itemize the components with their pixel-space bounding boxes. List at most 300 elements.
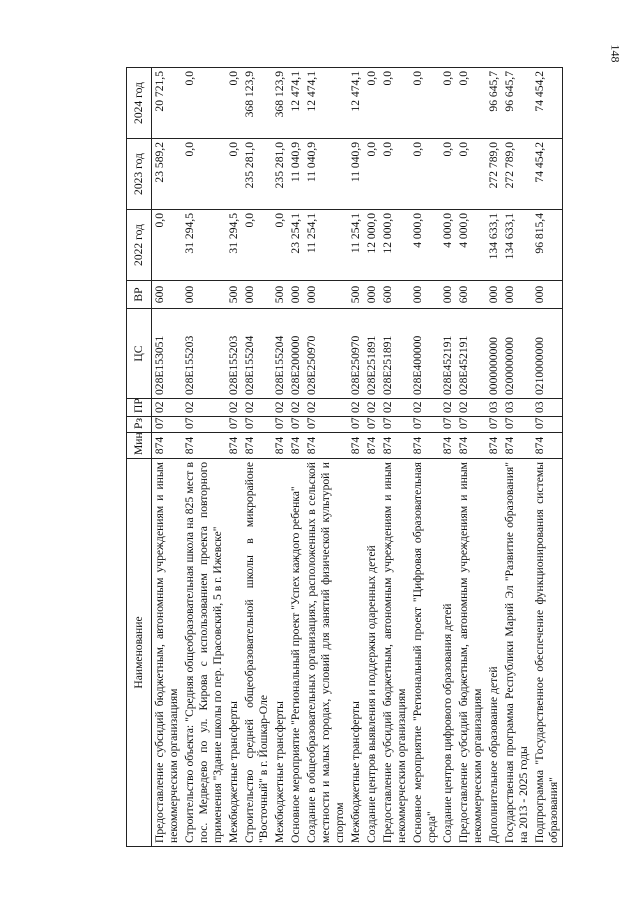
cell-2023 [486, 139, 502, 210]
cell-2022 [272, 210, 288, 281]
cell-min [272, 433, 288, 459]
cell-pr [410, 399, 440, 417]
cell-cs-value: 028E155203 [183, 335, 196, 395]
table-row [486, 68, 502, 847]
cell-2023-value: 0,0 [381, 142, 394, 157]
cell-min-value: 874 [533, 436, 546, 455]
cell-2024-value: 96 645,7 [487, 71, 500, 112]
cell-rz [440, 417, 456, 433]
rotated-table-area [126, 67, 626, 847]
cell-min-value: 874 [289, 436, 302, 455]
cell-2022 [410, 210, 440, 281]
cell-min-value: 874 [441, 436, 454, 455]
cell-name: Межбюджетные трансферты [272, 459, 288, 847]
cell-name: Основное мероприятие "Региональный проект "Успех каждого ребенка" [288, 459, 304, 847]
cell-name: Основное мероприятие "Региональный проект "Цифровая образовательная среда" [410, 459, 440, 847]
cell-2023 [532, 139, 563, 210]
cell-2023 [440, 139, 456, 210]
table-row [272, 68, 288, 847]
cell-vr-value: 600 [457, 285, 470, 304]
cell-min-value: 874 [381, 436, 394, 455]
cell-vr-value: 000 [441, 285, 454, 304]
table-row [532, 68, 563, 847]
header-2023: 2023 год [127, 139, 152, 210]
cell-2023-value: 235 281,0 [243, 142, 256, 189]
cell-min [364, 433, 380, 459]
cell-2023 [456, 139, 486, 210]
cell-cs [272, 309, 288, 399]
cell-2024 [272, 68, 288, 139]
cell-min-value: 874 [273, 436, 286, 455]
cell-vr-value: 000 [289, 285, 302, 304]
cell-pr-value: 02 [381, 401, 394, 413]
cell-2023 [304, 139, 348, 210]
cell-cs [380, 309, 410, 399]
cell-rz [364, 417, 380, 433]
cell-min [440, 433, 456, 459]
cell-cs [410, 309, 440, 399]
cell-vr-value: 000 [503, 285, 516, 304]
cell-rz [242, 417, 272, 433]
cell-rz [182, 417, 226, 433]
cell-min-value: 874 [227, 436, 240, 455]
cell-rz [272, 417, 288, 433]
cell-cs-value: 0200000000 [503, 337, 516, 395]
cell-pr-value: 02 [349, 401, 362, 413]
cell-min [152, 433, 183, 459]
cell-pr [532, 399, 563, 417]
cell-2022 [304, 210, 348, 281]
cell-2022-value: 0,0 [153, 213, 166, 228]
cell-min-value: 874 [183, 436, 196, 455]
cell-vr [242, 281, 272, 309]
cell-min [502, 433, 532, 459]
cell-2022-value: 134 633,1 [487, 213, 500, 260]
cell-2024 [288, 68, 304, 139]
cell-cs-value: 028E155204 [273, 335, 286, 395]
cell-min [380, 433, 410, 459]
cell-pr-value: 02 [305, 401, 318, 413]
cell-2022-value: 23 254,1 [289, 213, 302, 254]
cell-2024-value: 368 123,9 [243, 71, 256, 118]
cell-pr-value: 02 [365, 401, 378, 413]
header-rz: Рз [127, 417, 152, 433]
cell-vr [304, 281, 348, 309]
cell-vr-value: 000 [243, 285, 256, 304]
table-row [380, 68, 410, 847]
table-row [364, 68, 380, 847]
cell-name: Создание центров выявления и поддержки одаренных детей [364, 459, 380, 847]
cell-rz [410, 417, 440, 433]
cell-name: Создание в общеобразовательных организациях, расположенных в сельской местности и малых городах, условий для занятий физической культурой и спортом [304, 459, 348, 847]
table-row [242, 68, 272, 847]
cell-pr [348, 399, 364, 417]
cell-cs [242, 309, 272, 399]
cell-pr [364, 399, 380, 417]
cell-2022 [380, 210, 410, 281]
cell-rz [152, 417, 183, 433]
cell-cs-value: 028E251891 [381, 335, 394, 395]
cell-2024-value: 20 721,5 [153, 71, 166, 112]
cell-2022 [288, 210, 304, 281]
header-min: Мин [127, 433, 152, 459]
cell-min [242, 433, 272, 459]
cell-2023 [380, 139, 410, 210]
cell-2022 [242, 210, 272, 281]
table-row [456, 68, 486, 847]
cell-cs-value: 0000000000 [487, 337, 500, 395]
cell-2022-value: 12 000,0 [365, 213, 378, 254]
cell-cs [304, 309, 348, 399]
cell-rz-value: 07 [227, 417, 240, 429]
cell-min-value: 874 [305, 436, 318, 455]
cell-2024-value: 12 474,1 [305, 71, 318, 112]
cell-min-value: 874 [349, 436, 362, 455]
cell-min [304, 433, 348, 459]
table-row [440, 68, 456, 847]
cell-vr [486, 281, 502, 309]
table-row [288, 68, 304, 847]
cell-pr [288, 399, 304, 417]
cell-2024 [502, 68, 532, 139]
table-row [152, 68, 183, 847]
cell-2024 [410, 68, 440, 139]
cell-vr-value: 600 [381, 285, 394, 304]
cell-pr-value: 02 [273, 401, 286, 413]
cell-2024-value: 0,0 [227, 71, 240, 86]
cell-rz [502, 417, 532, 433]
cell-name: Предоставление субсидий бюджетным, автономным учреждениям и иным некоммерческим организациям [380, 459, 410, 847]
header-2024: 2024 год [127, 68, 152, 139]
cell-2023 [348, 139, 364, 210]
cell-pr-value: 02 [441, 401, 454, 413]
cell-min [226, 433, 242, 459]
cell-2023-value: 0,0 [227, 142, 240, 157]
table-row [226, 68, 242, 847]
cell-cs [288, 309, 304, 399]
cell-vr [440, 281, 456, 309]
cell-2023-value: 0,0 [411, 142, 424, 157]
cell-2022 [486, 210, 502, 281]
cell-name: Предоставление субсидий бюджетным, автономным учреждениям и иным некоммерческим организациям [456, 459, 486, 847]
cell-cs-value: 028E155203 [227, 335, 240, 395]
cell-pr [456, 399, 486, 417]
cell-pr-value: 02 [289, 401, 302, 413]
cell-2022-value: 96 815,4 [533, 213, 546, 254]
cell-2024 [440, 68, 456, 139]
cell-pr-value: 02 [227, 401, 240, 413]
cell-name: Подпрограмма "Государственное обеспечение функционирования системы образования" [532, 459, 563, 847]
cell-rz-value: 07 [457, 417, 470, 429]
cell-vr [226, 281, 242, 309]
header-vr: ВР [127, 281, 152, 309]
cell-2023-value: 0,0 [365, 142, 378, 157]
cell-2024 [242, 68, 272, 139]
cell-2023 [242, 139, 272, 210]
cell-2023-value: 23 589,2 [153, 142, 166, 183]
cell-2023-value: 0,0 [183, 142, 196, 157]
cell-2023-value: 235 281,0 [273, 142, 286, 189]
cell-name: Предоставление субсидий бюджетным, автономным учреждениям и иным некоммерческим организациям [152, 459, 183, 847]
cell-2024 [304, 68, 348, 139]
cell-2024-value: 0,0 [381, 71, 394, 86]
cell-2024-value: 368 123,9 [273, 71, 286, 118]
cell-min-value: 874 [457, 436, 470, 455]
cell-2022 [364, 210, 380, 281]
cell-2022-value: 4 000,0 [441, 213, 454, 248]
cell-cs-value: 028E155204 [243, 335, 256, 395]
table-row [182, 68, 226, 847]
cell-cs-value: 028E452191 [441, 335, 454, 395]
cell-2022-value: 0,0 [273, 213, 286, 228]
table-row [502, 68, 532, 847]
budget-table [126, 67, 563, 847]
cell-2022-value: 31 294,5 [227, 213, 240, 254]
cell-2024-value: 0,0 [183, 71, 196, 86]
cell-vr [456, 281, 486, 309]
cell-min [288, 433, 304, 459]
cell-2022-value: 4 000,0 [411, 213, 424, 248]
cell-rz-value: 07 [381, 417, 394, 429]
cell-name: Дополнительное образование детей [486, 459, 502, 847]
cell-rz-value: 07 [487, 417, 500, 429]
cell-vr-value: 000 [305, 285, 318, 304]
cell-2024 [152, 68, 183, 139]
cell-2024-value: 0,0 [411, 71, 424, 86]
cell-2023 [364, 139, 380, 210]
cell-vr-value: 000 [487, 285, 500, 304]
cell-rz-value: 07 [411, 417, 424, 429]
cell-cs [226, 309, 242, 399]
cell-vr-value: 000 [533, 285, 546, 304]
cell-2023 [182, 139, 226, 210]
cell-2024 [364, 68, 380, 139]
cell-rz-value: 07 [305, 417, 318, 429]
cell-cs [486, 309, 502, 399]
cell-2024-value: 74 454,2 [533, 71, 546, 112]
cell-cs [456, 309, 486, 399]
cell-2023-value: 272 789,0 [503, 142, 516, 189]
cell-rz [304, 417, 348, 433]
cell-vr-value: 500 [273, 285, 286, 304]
cell-pr [304, 399, 348, 417]
cell-rz [288, 417, 304, 433]
cell-2023 [226, 139, 242, 210]
cell-pr [182, 399, 226, 417]
cell-2022 [456, 210, 486, 281]
cell-2024 [226, 68, 242, 139]
cell-cs [364, 309, 380, 399]
cell-2024-value: 0,0 [365, 71, 378, 86]
table-row [410, 68, 440, 847]
table-row [304, 68, 348, 847]
cell-2022 [182, 210, 226, 281]
cell-name: Государственная программа Республики Марий Эл "Развитие образования" на 2013 - 2025 годы [502, 459, 532, 847]
cell-2022 [532, 210, 563, 281]
cell-vr [348, 281, 364, 309]
cell-cs [532, 309, 563, 399]
cell-name: Межбюджетные трансферты [348, 459, 364, 847]
cell-min-value: 874 [487, 436, 500, 455]
cell-2024 [456, 68, 486, 139]
header-cs: ЦС [127, 309, 152, 399]
cell-rz [456, 417, 486, 433]
cell-2024 [380, 68, 410, 139]
cell-vr [288, 281, 304, 309]
header-row [127, 68, 152, 847]
cell-rz [226, 417, 242, 433]
cell-2024 [348, 68, 364, 139]
cell-pr-value: 02 [243, 401, 256, 413]
cell-2023 [272, 139, 288, 210]
table-body [152, 68, 563, 847]
cell-cs-value: 028E452191 [457, 335, 470, 395]
cell-min-value: 874 [411, 436, 424, 455]
cell-vr [410, 281, 440, 309]
cell-rz [532, 417, 563, 433]
cell-pr-value: 02 [183, 401, 196, 413]
cell-name: Межбюджетные трансферты [226, 459, 242, 847]
cell-pr [486, 399, 502, 417]
cell-2023 [410, 139, 440, 210]
cell-name: Строительство средней общеобразовательной школы в микрорайоне "Восточный" в г. Йошкар-Оле [242, 459, 272, 847]
cell-2024-value: 0,0 [441, 71, 454, 86]
cell-vr [272, 281, 288, 309]
cell-cs-value: 028E400000 [411, 335, 424, 395]
cell-name: Создание центров цифрового образования детей [440, 459, 456, 847]
cell-pr-value: 03 [533, 401, 546, 413]
cell-2023-value: 11 040,9 [305, 142, 318, 183]
cell-2023-value: 11 040,9 [349, 142, 362, 183]
cell-2024-value: 12 474,1 [289, 71, 302, 112]
cell-2023 [152, 139, 183, 210]
cell-vr [182, 281, 226, 309]
cell-2022-value: 31 294,5 [183, 213, 196, 254]
cell-min-value: 874 [243, 436, 256, 455]
cell-pr [242, 399, 272, 417]
cell-cs-value: 028E250970 [349, 335, 362, 395]
cell-cs [348, 309, 364, 399]
cell-pr-value: 02 [457, 401, 470, 413]
cell-2022-value: 0,0 [243, 213, 256, 228]
cell-rz-value: 07 [243, 417, 256, 429]
cell-min-value: 874 [503, 436, 516, 455]
cell-rz [380, 417, 410, 433]
cell-min [348, 433, 364, 459]
cell-2022 [348, 210, 364, 281]
cell-2024 [182, 68, 226, 139]
cell-vr-value: 500 [227, 285, 240, 304]
cell-2024-value: 0,0 [457, 71, 470, 86]
cell-2022 [502, 210, 532, 281]
cell-pr-value: 03 [503, 401, 516, 413]
cell-2023 [502, 139, 532, 210]
cell-rz-value: 07 [533, 417, 546, 429]
cell-2022-value: 11 254,1 [305, 213, 318, 254]
cell-cs [440, 309, 456, 399]
cell-vr-value: 000 [183, 285, 196, 304]
cell-2022 [440, 210, 456, 281]
cell-min [410, 433, 440, 459]
cell-pr [152, 399, 183, 417]
cell-2022-value: 12 000,0 [381, 213, 394, 254]
cell-2024-value: 96 645,7 [503, 71, 516, 112]
cell-2023-value: 74 454,2 [533, 142, 546, 183]
cell-pr [272, 399, 288, 417]
cell-cs [182, 309, 226, 399]
cell-pr [440, 399, 456, 417]
cell-cs [152, 309, 183, 399]
cell-name: Строительство объекта: "Средняя общеобразовательная школа на 825 мест в пос. Медведево по ул. Кирова с использованием проекта повторного применения "Здание школы по пер. Прасовский, 5 в г. Ижевске" [182, 459, 226, 847]
cell-min-value: 874 [365, 436, 378, 455]
cell-2023-value: 0,0 [441, 142, 454, 157]
header-name: Наименование [127, 459, 152, 847]
cell-pr-value: 02 [153, 401, 166, 413]
cell-min [532, 433, 563, 459]
cell-rz-value: 07 [289, 417, 302, 429]
cell-vr [364, 281, 380, 309]
table-row [348, 68, 364, 847]
cell-vr [532, 281, 563, 309]
cell-rz [348, 417, 364, 433]
cell-2023-value: 11 040,9 [289, 142, 302, 183]
cell-vr [502, 281, 532, 309]
cell-cs-value: 028E200000 [289, 335, 302, 395]
cell-pr [380, 399, 410, 417]
header-pr: ПР [127, 399, 152, 417]
cell-2022 [226, 210, 242, 281]
cell-rz-value: 07 [349, 417, 362, 429]
cell-rz-value: 07 [441, 417, 454, 429]
cell-pr [502, 399, 532, 417]
cell-vr [152, 281, 183, 309]
page-number: 148 [608, 44, 623, 63]
cell-min-value: 874 [153, 436, 166, 455]
cell-vr-value: 500 [349, 285, 362, 304]
cell-2022-value: 134 633,1 [503, 213, 516, 260]
cell-cs-value: 028E251891 [365, 335, 378, 395]
cell-2022 [152, 210, 183, 281]
cell-rz-value: 07 [153, 417, 166, 429]
cell-cs-value: 0210000000 [533, 337, 546, 395]
cell-cs [502, 309, 532, 399]
cell-2023-value: 272 789,0 [487, 142, 500, 189]
cell-min [182, 433, 226, 459]
cell-2022-value: 4 000,0 [457, 213, 470, 248]
cell-vr-value: 000 [411, 285, 424, 304]
cell-2023-value: 0,0 [457, 142, 470, 157]
cell-2022-value: 11 254,1 [349, 213, 362, 254]
cell-cs-value: 028E250970 [305, 335, 318, 395]
cell-rz-value: 07 [503, 417, 516, 429]
cell-cs-value: 028E153051 [153, 335, 166, 395]
cell-min [456, 433, 486, 459]
cell-2024 [532, 68, 563, 139]
cell-pr [226, 399, 242, 417]
cell-pr-value: 03 [487, 401, 500, 413]
cell-rz [486, 417, 502, 433]
cell-rz-value: 07 [273, 417, 286, 429]
cell-vr [380, 281, 410, 309]
cell-vr-value: 000 [365, 285, 378, 304]
cell-min [486, 433, 502, 459]
cell-2023 [288, 139, 304, 210]
cell-2024 [486, 68, 502, 139]
header-2022: 2022 год [127, 210, 152, 281]
cell-pr-value: 02 [411, 401, 424, 413]
cell-vr-value: 600 [153, 285, 166, 304]
cell-rz-value: 07 [365, 417, 378, 429]
